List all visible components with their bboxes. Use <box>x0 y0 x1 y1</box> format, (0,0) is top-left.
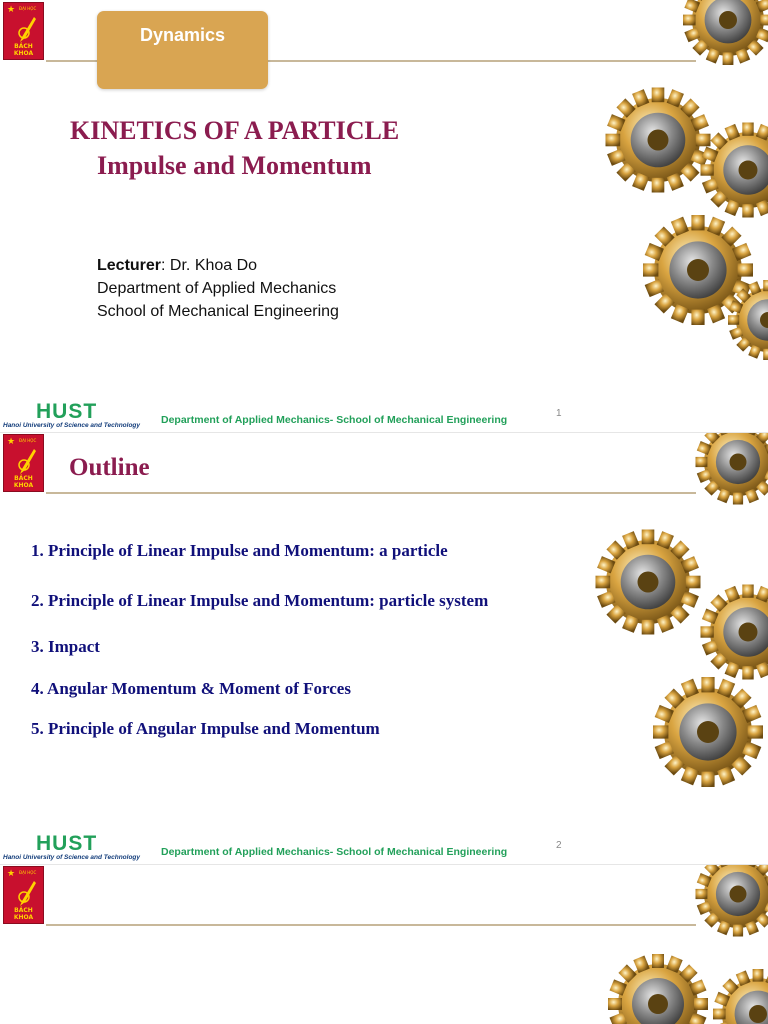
page-number: 2 <box>556 840 562 851</box>
gears-image <box>578 432 768 812</box>
lecturer-info: Lecturer: Dr. Khoa Do Department of Applied Mechanics School of Mechanical Engineering <box>97 257 339 320</box>
outline-item: 4. Angular Momentum & Moment of Forces <box>31 679 351 698</box>
university-logo-icon: ★ ĐẠI HỌC BÁCH KHOA <box>3 2 44 60</box>
course-badge: Dynamics <box>97 11 268 89</box>
slide-footer: HUST Hanoi University of Science and Technology Department of Applied Mechanics- School of Mechanical Engineering 1 <box>3 400 562 429</box>
slide-title: Outline <box>69 454 150 481</box>
footer-dept: Department of Applied Mechanics- School of Mechanical Engineering <box>161 414 508 426</box>
slide-separator <box>0 432 768 433</box>
footer-dept: Department of Applied Mechanics- School of Mechanical Engineering <box>161 846 508 858</box>
hust-logo: HUST <box>36 832 98 855</box>
slide-1 <box>0 0 768 432</box>
slide-title: KINETICS OF A PARTICLE <box>70 116 400 145</box>
outline-item: 3. Impact <box>31 637 100 656</box>
slide-3 <box>0 864 768 1024</box>
slide-2 <box>0 432 768 864</box>
outline-item: 5. Principle of Angular Impulse and Momentum <box>31 719 380 738</box>
page-number: 1 <box>556 408 562 419</box>
outline-item: 2. Principle of Linear Impulse and Momentum: particle system <box>31 591 489 610</box>
slide-subtitle: Impulse and Momentum <box>97 151 372 180</box>
university-logo-icon: ★ ĐẠI HỌC BÁCH KHOA <box>3 866 44 924</box>
hust-logo: HUST <box>36 400 98 423</box>
slide-footer: HUST Hanoi University of Science and Technology Department of Applied Mechanics- School of Mechanical Engineering 2 <box>3 832 562 861</box>
gears-image <box>578 0 768 390</box>
university-logo-icon: ★ ĐẠI HỌC BÁCH KHOA <box>3 434 44 492</box>
slide-separator <box>0 864 768 865</box>
gears-image <box>578 864 768 1024</box>
outline-item: 1. Principle of Linear Impulse and Momentum: a particle <box>31 541 448 560</box>
